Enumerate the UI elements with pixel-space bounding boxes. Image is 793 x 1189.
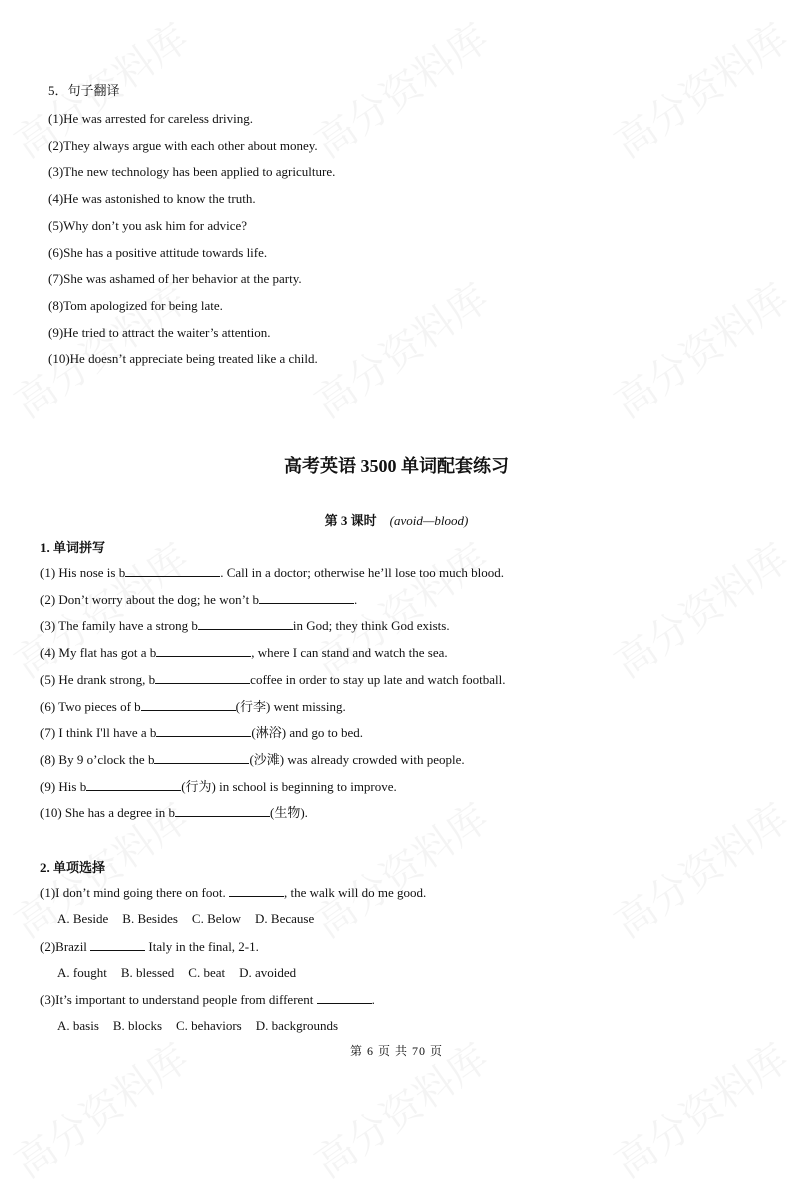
spelling-prefix: (9) His b [40,778,87,794]
spelling-item [40,804,308,821]
answer-blank[interactable] [156,724,251,737]
watermark [302,788,499,949]
spelling-prefix: (1) His nose is b [40,565,126,580]
question-suffix: Italy in the final, 2-1. [145,938,259,954]
answer-blank[interactable] [154,751,249,764]
choice-option[interactable]: A. basis [57,1018,99,1033]
spelling-suffix: , where I can stand and watch the sea. [251,645,448,661]
spelling-suffix: in God; they think God exists. [292,618,450,634]
spelling-prefix: (5) He drank strong, b [40,671,156,687]
watermark [2,268,199,429]
spelling-prefix: (6) Two pieces of b [40,698,141,714]
lesson-label: 第 3 课时 [324,513,377,528]
page-title: 高考英语 3500 单词配套练习 [284,456,509,476]
answer-blank[interactable] [90,938,145,951]
watermark [602,788,793,949]
spelling-item [40,617,450,634]
answer-blank[interactable] [317,991,372,1004]
watermark [302,528,499,689]
answer-blank[interactable] [86,778,181,791]
watermark [302,8,499,169]
spelling-item [40,671,506,688]
answer-blank[interactable] [141,698,236,711]
spelling-suffix: (淋浴) and go to bed. [251,725,363,741]
choice-question [40,938,259,955]
answer-blank[interactable] [229,884,284,897]
answer-blank[interactable] [155,671,250,684]
choice-option[interactable]: A. Beside [57,911,109,926]
choice-option[interactable]: C. behaviors [176,1018,242,1033]
translation-item: (1)He was arrested for careless driving. [48,111,254,126]
choice-options [57,911,328,927]
answer-blank[interactable] [156,644,251,657]
spelling-item [40,644,448,661]
question-prefix: (1)I don’t mind going there on foot. [40,885,229,900]
question-suffix: . [371,992,375,1007]
choice-options [57,1018,352,1034]
choice-option[interactable]: B. Besides [122,911,178,926]
choice-option[interactable]: B. blessed [120,964,175,980]
translation-item: (9)He tried to attract the waiter’s attention. [48,324,271,340]
spelling-prefix: (8) By 9 o’clock the b [40,751,155,767]
translation-item: (10)He doesn’t appreciate being treated like a child. [48,351,318,367]
spelling-suffix: . [354,591,358,607]
choice-options [57,965,310,981]
spelling-item [40,778,397,795]
choice-option[interactable]: D. Because [255,911,315,926]
translation-item: (3)The new technology has been applied to agriculture. [48,164,336,180]
spelling-prefix: (2) Don’t worry about the dog; he won’t b [40,591,260,607]
answer-blank[interactable] [259,591,354,604]
translation-item: (4)He was astonished to know the truth. [48,191,256,207]
lesson-heading [0,510,793,529]
choice-heading: 2. 单项选择 [40,860,106,875]
translation-item: (8)Tom apologized for being late. [48,297,223,313]
page-footer: 第 6 页 共 70 页 [349,1044,443,1058]
spelling-item [40,751,465,768]
choice-option[interactable]: D. backgrounds [255,1018,339,1033]
lesson-range: (avoid—blood) [389,513,469,528]
translation-item: (5)Why don’t you ask him for advice? [48,217,248,233]
spelling-suffix: (行为) in school is beginning to improve. [181,778,397,794]
watermark [602,528,793,689]
answer-blank[interactable] [175,804,270,817]
choice-option[interactable]: C. Below [191,911,242,926]
spelling-item [40,564,504,581]
spelling-prefix: (4) My flat has got a b [40,645,157,661]
choice-question [40,991,375,1008]
spelling-item [40,724,363,741]
spelling-item [40,591,357,608]
translation-item: (2)They always argue with each other about money. [48,137,318,153]
spelling-heading: 1. 单词拼写 [40,540,106,555]
choice-option[interactable]: C. beat [188,964,226,980]
choice-option[interactable]: A. fought [57,964,107,980]
translation-item: (7)She was ashamed of her behavior at the party. [48,271,302,287]
spelling-item [40,698,346,715]
spelling-suffix: (生物). [270,805,308,821]
spelling-suffix: (沙滩) was already crowded with people. [249,751,465,767]
spelling-prefix: (10) She has a degree in b [40,805,176,821]
choice-option[interactable]: B. blocks [112,1018,163,1033]
answer-blank[interactable] [198,617,293,630]
spelling-prefix: (7) I think I'll have a b [40,725,157,741]
spelling-suffix: (行李) went missing. [235,698,346,714]
translation-heading: 5．句子翻译 [48,83,120,98]
watermark [602,268,793,429]
translation-item: (6)She has a positive attitude towards life. [48,244,268,260]
choice-question [40,884,426,901]
watermark [602,8,793,169]
watermark [302,268,499,429]
spelling-suffix: coffee in order to stay up late and watch football. [250,671,506,687]
spelling-prefix: (3) The family have a strong b [40,618,198,634]
choice-option[interactable]: D. avoided [239,964,297,980]
question-prefix: (2)Brazil [40,938,91,954]
question-prefix: (3)It’s important to understand people from different [40,992,317,1007]
question-suffix: , the walk will do me good. [283,885,427,900]
spelling-suffix: . Call in a doctor; otherwise he’ll lose too much blood. [220,565,504,580]
answer-blank[interactable] [125,564,220,577]
